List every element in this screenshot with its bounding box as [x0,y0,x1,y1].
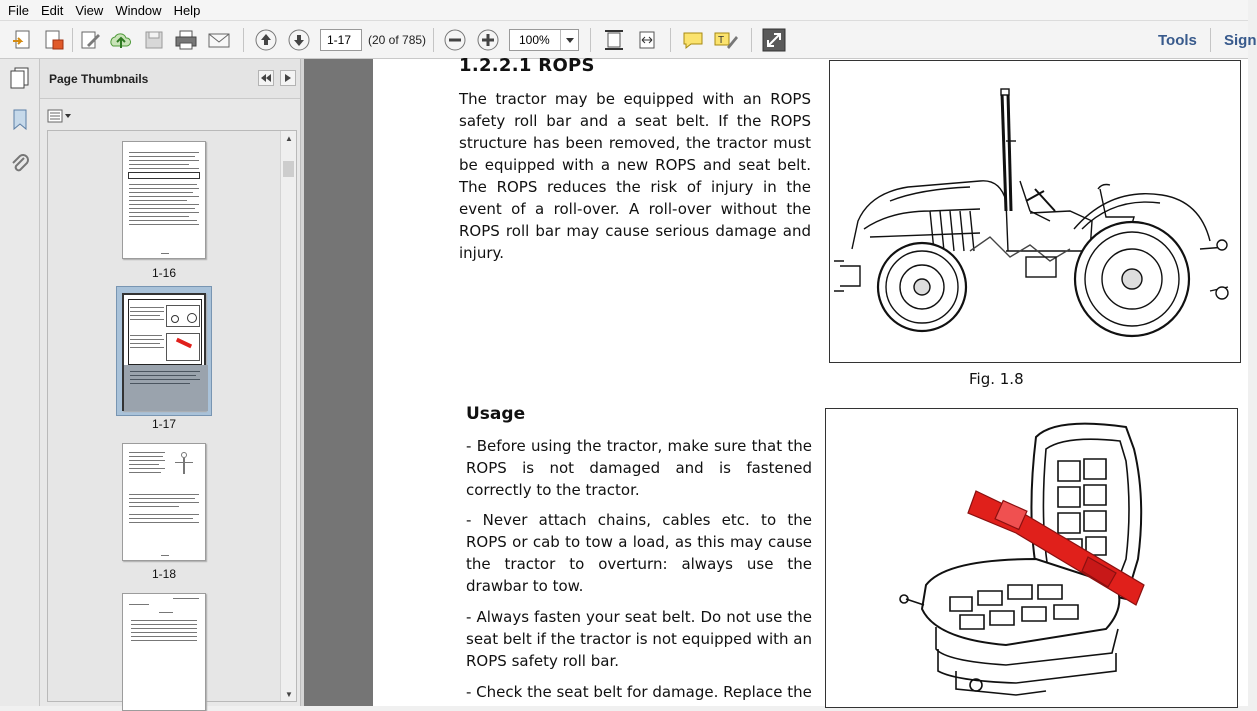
create-pdf-icon[interactable] [8,26,36,54]
thumbnail-label: 1-17 [151,417,177,431]
panel-title: Page Thumbnails [49,72,149,86]
zoom-out-icon[interactable] [441,26,469,54]
thumbnail-list[interactable] [47,130,297,702]
usage-heading: Usage [466,404,526,424]
figure-caption: Fig. 1.8 [969,370,1024,388]
options-menu-icon[interactable] [47,108,73,124]
chevron-down-icon[interactable] [560,30,578,50]
menu-file[interactable]: File [8,2,29,18]
thumbnail-page-image [122,593,206,711]
thumbnail-label: 1-18 [151,567,177,581]
scrollbar-thumb[interactable] [283,161,294,177]
comment-icon[interactable] [679,26,707,54]
page-thumbnails-panel [40,59,300,706]
zoom-in-icon[interactable] [474,26,502,54]
svg-text:T: T [718,35,725,46]
thumbnail-label: 1-16 [151,266,177,280]
thumbnail-scrollbar[interactable] [280,131,296,701]
menu-view[interactable]: View [75,2,104,18]
panel-options-row [40,100,300,130]
scroll-down-icon[interactable]: ▼ [285,689,293,699]
edit-icon[interactable] [76,26,104,54]
usage-item: - Before using the tractor, make sure that the ROPS is not damaged and is fastened correctly to the tractor. [466,437,812,499]
menu-window[interactable]: Window [115,2,162,18]
attachment-icon[interactable] [6,149,34,179]
navigation-pane-strip [0,59,40,706]
intro-paragraph: The tractor may be equipped with an ROPS safety roll bar and a seat belt. If the ROPS structure has been removed, the tractor must be equipped with a new ROPS and seat belt. The ROPS reduces the risk of injury in the event of a roll-over. A roll-over without the ROPS roll bar may cause serious damage and injury. [459,90,811,262]
fit-width-icon[interactable] [633,26,661,54]
thumbnail-page-image [122,141,206,259]
page-count-label: (20 of 785) [368,33,427,47]
sign-pane-link[interactable]: Sign [1224,32,1257,49]
upload-icon[interactable] [107,26,135,54]
save-icon[interactable] [140,26,168,54]
usage-item: - Never attach chains, cables etc. to the ROPS or cab to tow a load, as this may cause the tractor to overturn: always use the drawbar to tow. [466,511,812,595]
thumbnail-page-image [122,293,206,411]
zoom-select[interactable] [509,29,579,51]
page-thumbnails-icon[interactable] [6,63,34,93]
collapse-panel-button[interactable] [258,70,274,86]
tractor-figure [829,60,1241,363]
section-title: 1.2.2.1 ROPS [459,55,595,76]
full-screen-icon[interactable] [760,26,788,54]
email-icon[interactable] [205,26,233,54]
seat-belt-figure [825,408,1238,708]
toolbar [0,21,1257,59]
bookmark-icon[interactable] [6,105,34,135]
thumbnail-page-image [122,443,206,561]
export-icon[interactable] [40,26,68,54]
print-icon[interactable] [172,26,200,54]
zoom-value: 100% [519,33,550,47]
scroll-up-icon[interactable]: ▲ [285,133,293,143]
tools-pane-link[interactable]: Tools [1158,32,1197,49]
next-page-icon[interactable] [285,26,313,54]
panel-header [40,59,300,99]
fit-page-icon[interactable] [600,26,628,54]
page-number-input[interactable]: 1-17 [320,29,362,51]
previous-page-icon[interactable] [252,26,280,54]
menu-edit[interactable]: Edit [40,2,64,18]
document-viewport[interactable] [304,55,1248,706]
panel-next-button[interactable] [280,70,296,86]
menu-help[interactable]: Help [173,2,201,18]
highlight-icon[interactable] [712,26,740,54]
menu-bar [0,0,1248,21]
document-page [373,55,1248,706]
usage-item: - Check the seat belt for damage. Replace the [466,683,812,701]
usage-item: - Always fasten your seat belt. Do not use the seat belt if the tractor is not equipped with an ROPS safety roll bar. [466,608,812,670]
